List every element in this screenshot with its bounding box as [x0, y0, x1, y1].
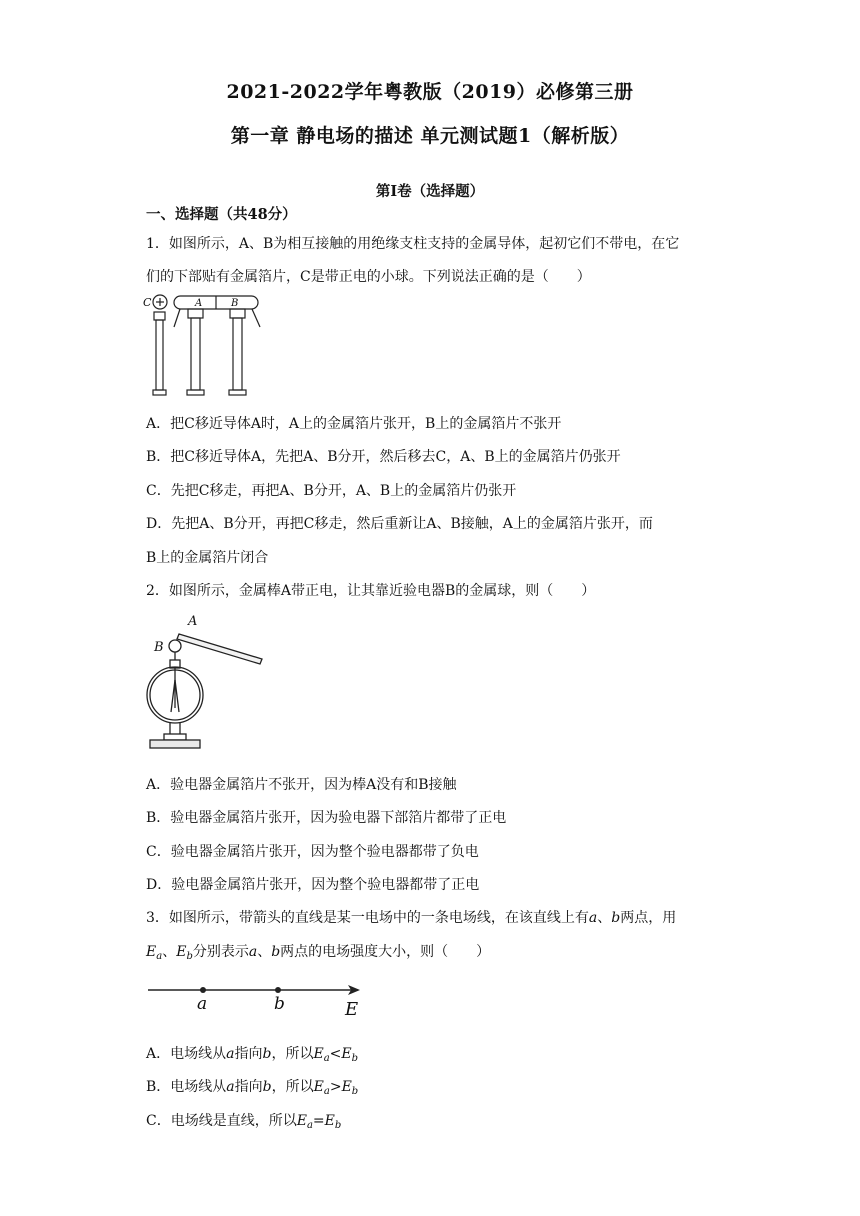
q3-stem-line2: $E_a$、$E_b$分别表示a、b两点的电场强度大小，则（ ） [146, 944, 491, 962]
document-title-line2: 第一章 静电场的描述 单元测试题1（解析版） [230, 125, 630, 147]
q3-option-a: A．电场线从a指向b，所以$E_a<E_b$ [146, 1046, 359, 1064]
q2-option-a: A．验电器金属箔片不张开，因为棒A没有和B接触 [146, 777, 457, 793]
q1-figure-conductors [142, 293, 270, 401]
q1-label-b: B [231, 298, 239, 309]
q3-option-c: C．电场线是直线，所以$E_a=E_b$ [146, 1113, 342, 1131]
q1-stem-line1: 1．如图所示，A、B为相互接触的用绝缘支柱支持的金属导体，起初它们不带电，在它 [146, 236, 680, 252]
q3-label-e: E [345, 999, 359, 1020]
part-label: 第Ⅰ卷（选择题） [375, 183, 485, 200]
q1-option-d-line2: B上的金属箔片闭合 [146, 550, 269, 566]
q3-label-a: a [197, 994, 208, 1014]
q3-stem-line1: 3．如图所示，带箭头的直线是某一电场中的一条电场线，在该直线上有a、b两点，用 [146, 910, 677, 926]
q1-label-a: A [195, 298, 203, 309]
q3-label-b: b [274, 994, 285, 1014]
q3-figure-field-line [146, 975, 376, 1020]
q2-stem: 2．如图所示，金属棒A带正电，让其靠近验电器B的金属球，则（ ） [146, 583, 596, 599]
q1-option-a: A．把C移近导体A时，A上的金属箔片张开，B上的金属箔片不张开 [146, 416, 562, 432]
q2-option-d: D．验电器金属箔片张开，因为整个验电器都带了正电 [146, 877, 480, 893]
q2-label-a: A [188, 614, 198, 629]
q2-option-c: C．验电器金属箔片张开，因为整个验电器都带了负电 [146, 844, 479, 860]
q3-option-b: B．电场线从a指向b，所以$E_a>E_b$ [146, 1079, 359, 1097]
q2-figure-electroscope [146, 610, 271, 756]
section-label: 一、选择题（共48分） [146, 206, 297, 223]
q1-stem-line2: 们的下部贴有金属箔片，C是带正电的小球。下列说法正确的是（ ） [146, 269, 591, 285]
q1-option-c: C．先把C移走，再把A、B分开，A、B上的金属箔片仍张开 [146, 483, 517, 499]
document-title-line1: 2021-2022学年粤教版（2019）必修第三册 [226, 81, 634, 103]
q1-option-b: B．把C移近导体A，先把A、B分开，然后移去C，A、B上的金属箔片仍张开 [146, 449, 621, 465]
q2-label-b: B [154, 640, 164, 655]
q2-option-b: B．验电器金属箔片张开，因为验电器下部箔片都带了正电 [146, 810, 507, 826]
q1-option-d-line1: D．先把A、B分开，再把C移走，然后重新让A、B接触，A上的金属箔片张开，而 [146, 516, 653, 532]
q1-label-c: C [143, 296, 152, 309]
